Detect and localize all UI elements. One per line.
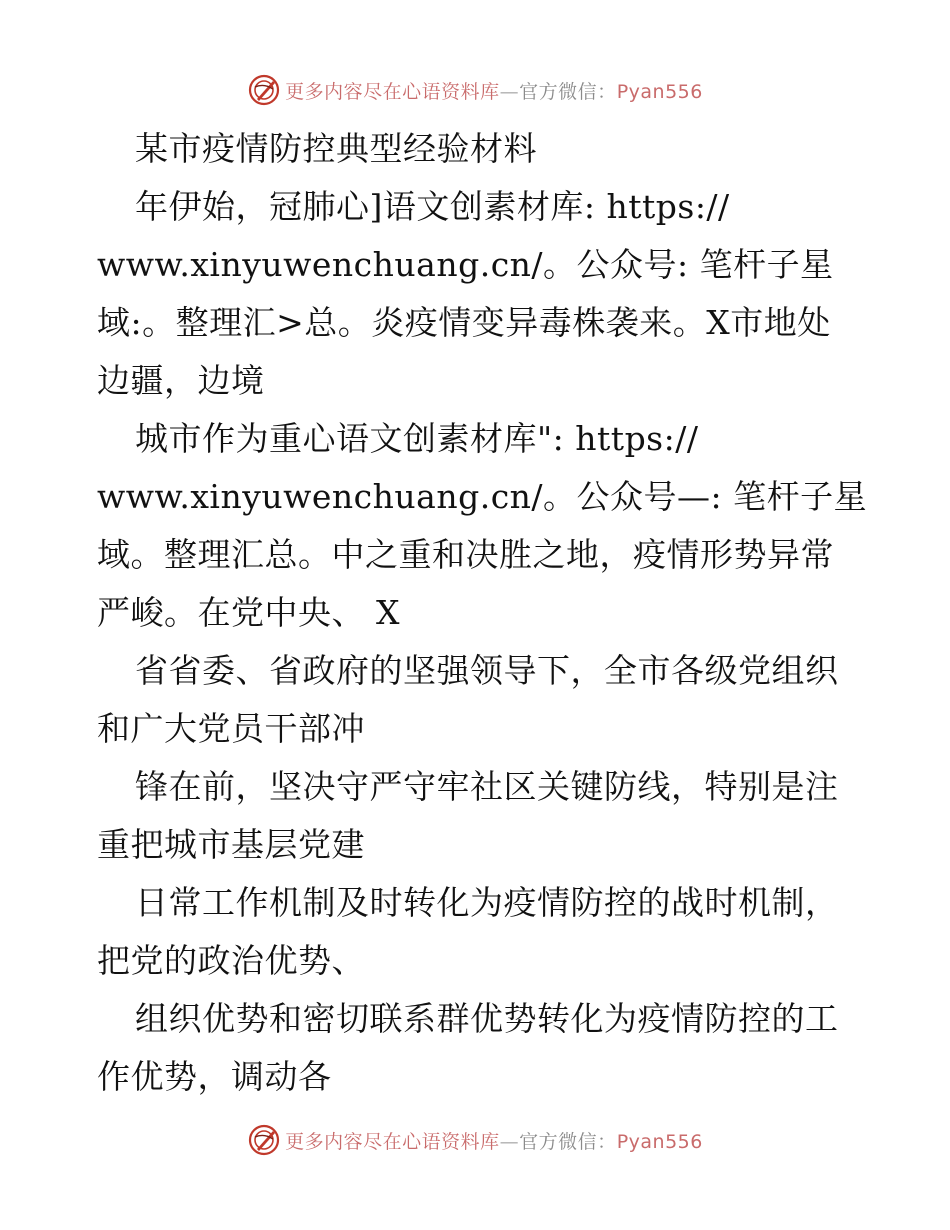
brand-logo-icon — [247, 1123, 281, 1157]
watermark-wechat-id: Pyan556 — [616, 80, 703, 103]
watermark-brand: 更多内容尽在心语资料库 — [285, 80, 500, 103]
document-title: 某市疫情防控典型经验材料 — [135, 129, 537, 168]
watermark-separator: — — [499, 80, 520, 103]
document-line: 年伊始，冠肺心]语文创素材库: https:// — [135, 187, 730, 226]
document-line: 域。整理汇总。中之重和决胜之地，疫情形势异常 — [97, 535, 834, 574]
document-line: www.xinyuwenchuang.cn/。公众号: 笔杆子星 — [97, 245, 834, 284]
watermark-wechat-label: 官方微信： — [519, 80, 617, 103]
watermark-wechat-label: 官方微信： — [519, 1130, 617, 1153]
watermark-banner-bottom — [0, 1120, 950, 1160]
document-line: 省省委、省政府的坚强领导下，全市各级党组织 — [135, 651, 839, 690]
document-line: www.xinyuwenchuang.cn/。公众号—: 笔杆子星 — [97, 477, 868, 516]
document-line: 把党的政治优势、 — [97, 941, 365, 980]
document-body — [97, 120, 868, 1106]
watermark-wechat-id: Pyan556 — [616, 1130, 703, 1153]
document-line: 锋在前，坚决守严守牢社区关键防线，特别是注 — [135, 767, 839, 806]
document-line: 日常工作机制及时转化为疫情防控的战时机制， — [135, 883, 839, 922]
watermark-brand: 更多内容尽在心语资料库 — [285, 1130, 500, 1153]
watermark-separator: — — [499, 1130, 520, 1153]
document-line: 边疆，边境 — [97, 361, 265, 400]
document-line: 城市作为重心语文创素材库": https:// — [135, 419, 699, 458]
watermark-banner-top — [0, 70, 950, 110]
document-line: 重把城市基层党建 — [97, 825, 365, 864]
brand-logo-icon — [247, 73, 281, 107]
document-line: 作优势，调动各 — [97, 1057, 332, 1096]
document-line: 域:。整理汇>总。炎疫情变异毒株袭来。X市地处 — [97, 303, 831, 342]
document-line: 严峻。在党中央、 X — [97, 593, 400, 632]
document-line: 组织优势和密切联系群优势转化为疫情防控的工 — [135, 999, 839, 1038]
document-line: 和广大党员干部冲 — [97, 709, 365, 748]
